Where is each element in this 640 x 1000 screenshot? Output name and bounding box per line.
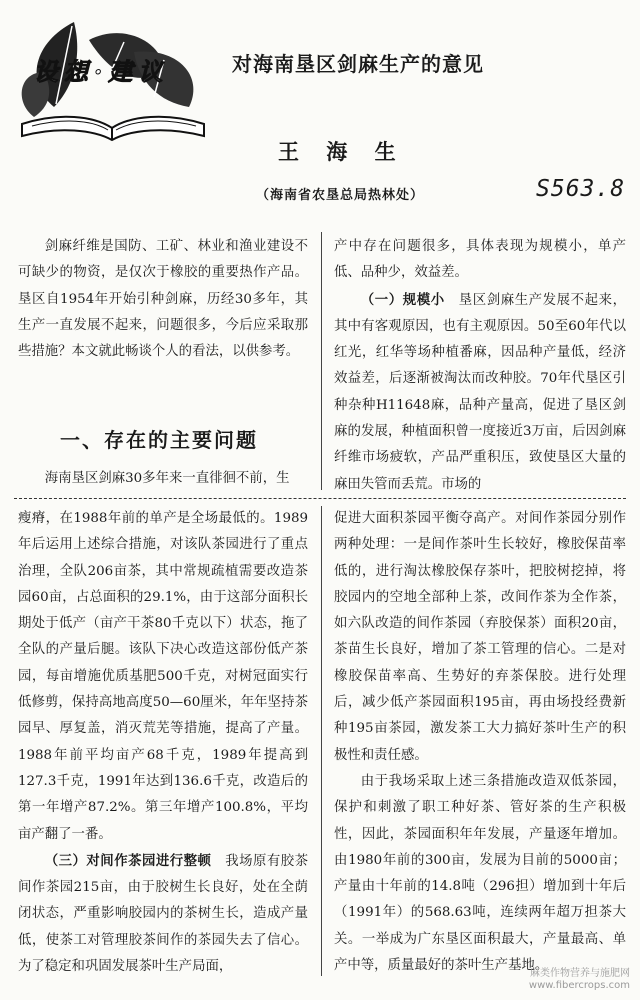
- logo-text: 设想·建议: [34, 57, 169, 86]
- subsection-label-scale: （一）规模小: [360, 291, 445, 308]
- bottom-left-paragraph-1: 瘦瘠，在1988年前的单产是全场最低的。1989年后运用上述综合措施，对该队茶园进行了重点治理，全队206亩茶，其中常规疏植需要改造茶园60亩，占总面积的29.1%，由于这部分面积长期处于低产（亩产干茶80千克以下）状态，拖了全队的产量后腿。该队下决心改造这部份低产茶园，每亩增施优质基肥500千克，对树冠面实行低修剪，保持高地高度50—60厘米，年年坚持茶园早、厚复盖，消灭荒芜等措施，提高了产量。1988年前平均亩产68千克，1989年提高到127.3千克，1991年达到136.6千克，改造后的第一年增产87.2%。第三年增产100.8%，平均亩产翻了一番。: [18, 511, 308, 842]
- site-watermark: [529, 968, 630, 992]
- section-lead-column: [18, 466, 318, 492]
- author-affiliation: （海南省农垦总局热林处）: [256, 188, 425, 203]
- top-right-paragraph-1: 产中存在问题很多，具体表现为规模小，单产低、品种少，效益差。: [334, 239, 626, 281]
- top-right-paragraph-2: [334, 287, 626, 498]
- bottom-left-column: [18, 506, 308, 980]
- top-right-column: [334, 234, 626, 498]
- bottom-right-column: [334, 506, 626, 979]
- page-divider: [14, 498, 626, 499]
- article-title: 对海南垦区剑麻生产的意见: [232, 52, 484, 76]
- bottom-left-paragraph-2-text: 我场原有胶茶间作茶园215亩，由于胶树生长良好，处在全荫闭状态，严重影响胶园内的茶树生长，造成产量低，使茶工对管理胶茶间作的茶园失去了信心。为了稳定和巩固发展茶叶生产局面，: [18, 853, 309, 975]
- bottom-left-paragraph-2: [18, 848, 308, 980]
- top-right-paragraph-2-text: 垦区剑麻生产发展不起来，其中有客观原因，也有主观原因。50至60年代以红光，红华等场种植番麻，因品种产量低，经济效益差，后逐渐被淘汰而改种胶。70年代垦区引种杂种H11648麻，品种产量高，促进了垦区剑麻的发展，种植面积曾一度接近3万亩，后因剑麻纤维市场疲软，产品严重积压，致使垦区大量的麻田失管而丢荒。市场的: [334, 292, 627, 492]
- intro-paragraph: 剑麻纤维是国防、工矿、林业和渔业建设不可缺少的物资，是仅次于橡胶的重要热作产品。垦区自1954年开始引种剑麻，历经30多年，其生产一直发展不起来，问题很多，今后应采取那些措施？本文就此畅谈个人的看法，以供参考。: [18, 239, 308, 360]
- watermark-line-2: www.fibercrops.com: [528, 980, 630, 991]
- subsection-label-intercrop: （三）对间作茶园进行整顿: [44, 852, 212, 869]
- watermark-line-1: 麻类作物营养与施肥网: [530, 968, 630, 979]
- intro-column: [18, 234, 308, 365]
- column-rule-top: [321, 232, 322, 490]
- bottom-right-paragraph-1: 促进大面积茶园平衡夺高产。对间作茶园分别作两种处理：一是间作茶叶生长较好，橡胶保苗率低的，进行淘汰橡胶保存茶叶，把胶树挖掉，将胶园内的空地全部种上茶，改间作茶为全作茶，如六队改造的间作茶园（弃胶保茶）面积20亩，茶苗生长良好，增加了茶工管理的信心。二是对橡胶保苗率高、生势好的弃茶保胶。进行处理后，减少低产茶园面积195亩，再由场投经费新种195亩茶园，激发茶工大力搞好茶叶生产的积极性和责任感。: [334, 511, 626, 763]
- section-lead-paragraph: 海南垦区剑麻30多年来一直徘徊不前，生: [44, 471, 290, 486]
- classification-code: S563.8: [536, 176, 626, 202]
- article-author: 王 海 生: [278, 139, 406, 164]
- bottom-right-paragraph-2: 由于我场采取上述三条措施改造双低茶园，保护和刺激了职工种好茶、管好茶的生产积极性，因此，茶园面积年年发展，产量逐年增加。由1980年前的300亩，发展为目前的5000亩；产量由十年前的14.8吨（296担）增加到十年后（1991年）的568.63吨，连续两年超万担茶大关。一举成为广东垦区面积最大，产量最高、单产中等，质量最好的茶叶生产基地。: [334, 773, 626, 974]
- column-rule-bottom: [321, 506, 322, 976]
- section-heading: 一、存在的主要问题: [60, 428, 258, 452]
- column-logo: [14, 12, 210, 144]
